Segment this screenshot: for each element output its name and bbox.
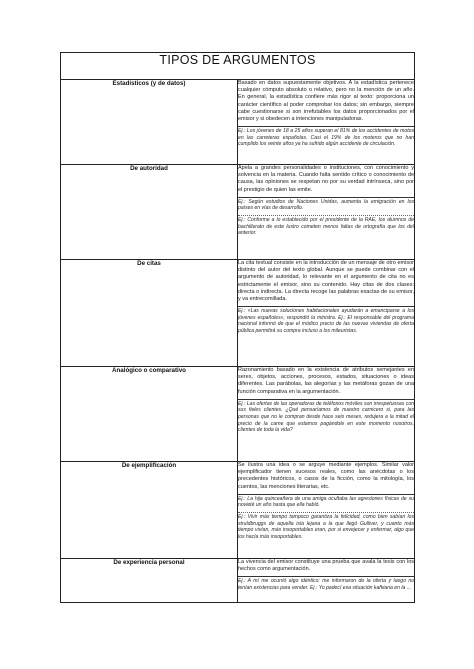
table-row [61, 462, 415, 559]
argument-type-label: De ejemplificación [61, 462, 238, 559]
argument-type-label: Analógico o comparativo [61, 367, 238, 462]
argument-content [238, 462, 415, 559]
argument-example: Ej.: «Las nuevas soluciones habitacionales ayudarán a emanciparse a los jóvenes españoles», respondió la ministra. Ej.: El responsable del programa nacional informó de que el módico precio de las nuevas viviendas de oferta pública permitirá su compra incluso a los mileuristas. [238, 308, 414, 334]
argument-example: Ej.: Según estudios de Naciones Unidas, aumenta la emigración en los países en vías de desarrollo. [238, 198, 414, 212]
argument-description: La vivencia del emisor constituye una prueba que avala la tesis con los hechos como argumentación. [238, 559, 414, 573]
argument-type-label: De citas [61, 260, 238, 367]
argument-example: Ej.: A mí me ocurrió algo idéntico: me informaron de la oferta y luego no tenían existencias para vender. Ej.: Yo padecí esa situación kafkiana en la ... [238, 578, 414, 591]
argument-description: Apela a grandes personalidades o instituciones, con conocimiento y solvencia en la materia. Cuando falta sentido crítico o conocimiento de causa, las opiniones se respetan no por su verdad intrínseca, sino por el prestigio de quien las emite. [238, 165, 414, 193]
argument-example: Ej.: Vivir más tiempo tampoco garantiza la felicidad, como bien sabían los struldbruggs de aquella isla lejana a la que llegó Gulliver, y cuanto más tiempo vivían, más insoportables eran, por si envejecer y enfermar, algo que los hacía más insoportables. [238, 514, 414, 540]
argument-type-label: Estadísticos (y de datos) [61, 80, 238, 165]
argument-content [238, 260, 415, 367]
table-row [61, 559, 415, 603]
document-title: TIPOS DE ARGUMENTOS [61, 53, 415, 80]
argument-example: Ej.: Conforme a lo establecido por el presidente de la RAE, los alumnos de bachillerato de este lustro cometen menos faltas de ortografía que los del anterior. [238, 217, 414, 237]
table-row [61, 367, 415, 462]
table-row [61, 260, 415, 367]
argument-description: La cita textual consiste en la introducción de un mensaje de otro emisor distinto del autor del texto global. Aunque se puede combinar con el argumento de autoridad, lo relevante en el argumento de cita no es estrictamente el emisor, sino su contenido. Hay citas de dos clases: directa o indirecta. La directa recoge las palabras exactas de su emisor, y va entrecomillada. [238, 260, 414, 303]
argument-content [238, 559, 415, 603]
table-row [61, 165, 415, 260]
argument-description: Se ilustra una idea o se arguye mediante ejemplos. Similar valor ejemplificador tienen sucesos reales, como las anécdotas o los precedentes históricos, o casos de la ficción, como la mitología, los cuentos, las menciones literarias, etc. [238, 462, 414, 490]
argument-content [238, 80, 415, 165]
argument-type-label: De experiencia personal [61, 559, 238, 603]
title-row [61, 53, 415, 80]
argument-content [238, 165, 415, 260]
argument-content [238, 367, 415, 462]
argument-example: Ej.: La hija quinceañera de una amiga ocultaba las agresiones físicas de su novieté un año hasta que ella habló. [238, 495, 414, 509]
table-row [61, 80, 415, 165]
argument-type-label: De autoridad [61, 165, 238, 260]
argument-description: Razonamiento basado en la existencia de atributos semejantes en seres, objetos, acciones, procesos, estados, situaciones o ideas diferentes. Las parábolas, las alegorías y las metáforas gozan de una función comparativa en la argumentación. [238, 367, 414, 395]
argument-example: Ej.: Los jóvenes de 18 a 25 años superan el 81% de los accidentes de motos en las carreteras españolas. Casi el 19% de los moteros que no han cumplido los veinte años ya ha sufrido algún accidente de circulación. [238, 128, 414, 148]
argument-example: Ej.: Las ofertas de las operadoras de teléfonos móviles son irrespetuosas con sus fieles clientes. ¿Qué pensaríamos de nuestro carnicero si, para las personas que no le compran desde hace seis meses, redujera a la mitad el precio de la carne que estamos pagándole en este momento nosotros, clientes de toda la vida? [238, 400, 414, 434]
arguments-table [60, 52, 415, 603]
argument-description: Basado en datos supuestamente objetivos. A la estadística pertenece cualquier cómputo absoluto o relativo, pero no la mención de un año. En general, la estadística confiere más rigor al texto: proporciona un carácter científico al poder comprobar los datos; sin embargo, siempre cabe cuestionarse si son irrefutables los datos proporcionados por el emisor y si obedecen a intenciones manipuladoras. [238, 80, 414, 123]
